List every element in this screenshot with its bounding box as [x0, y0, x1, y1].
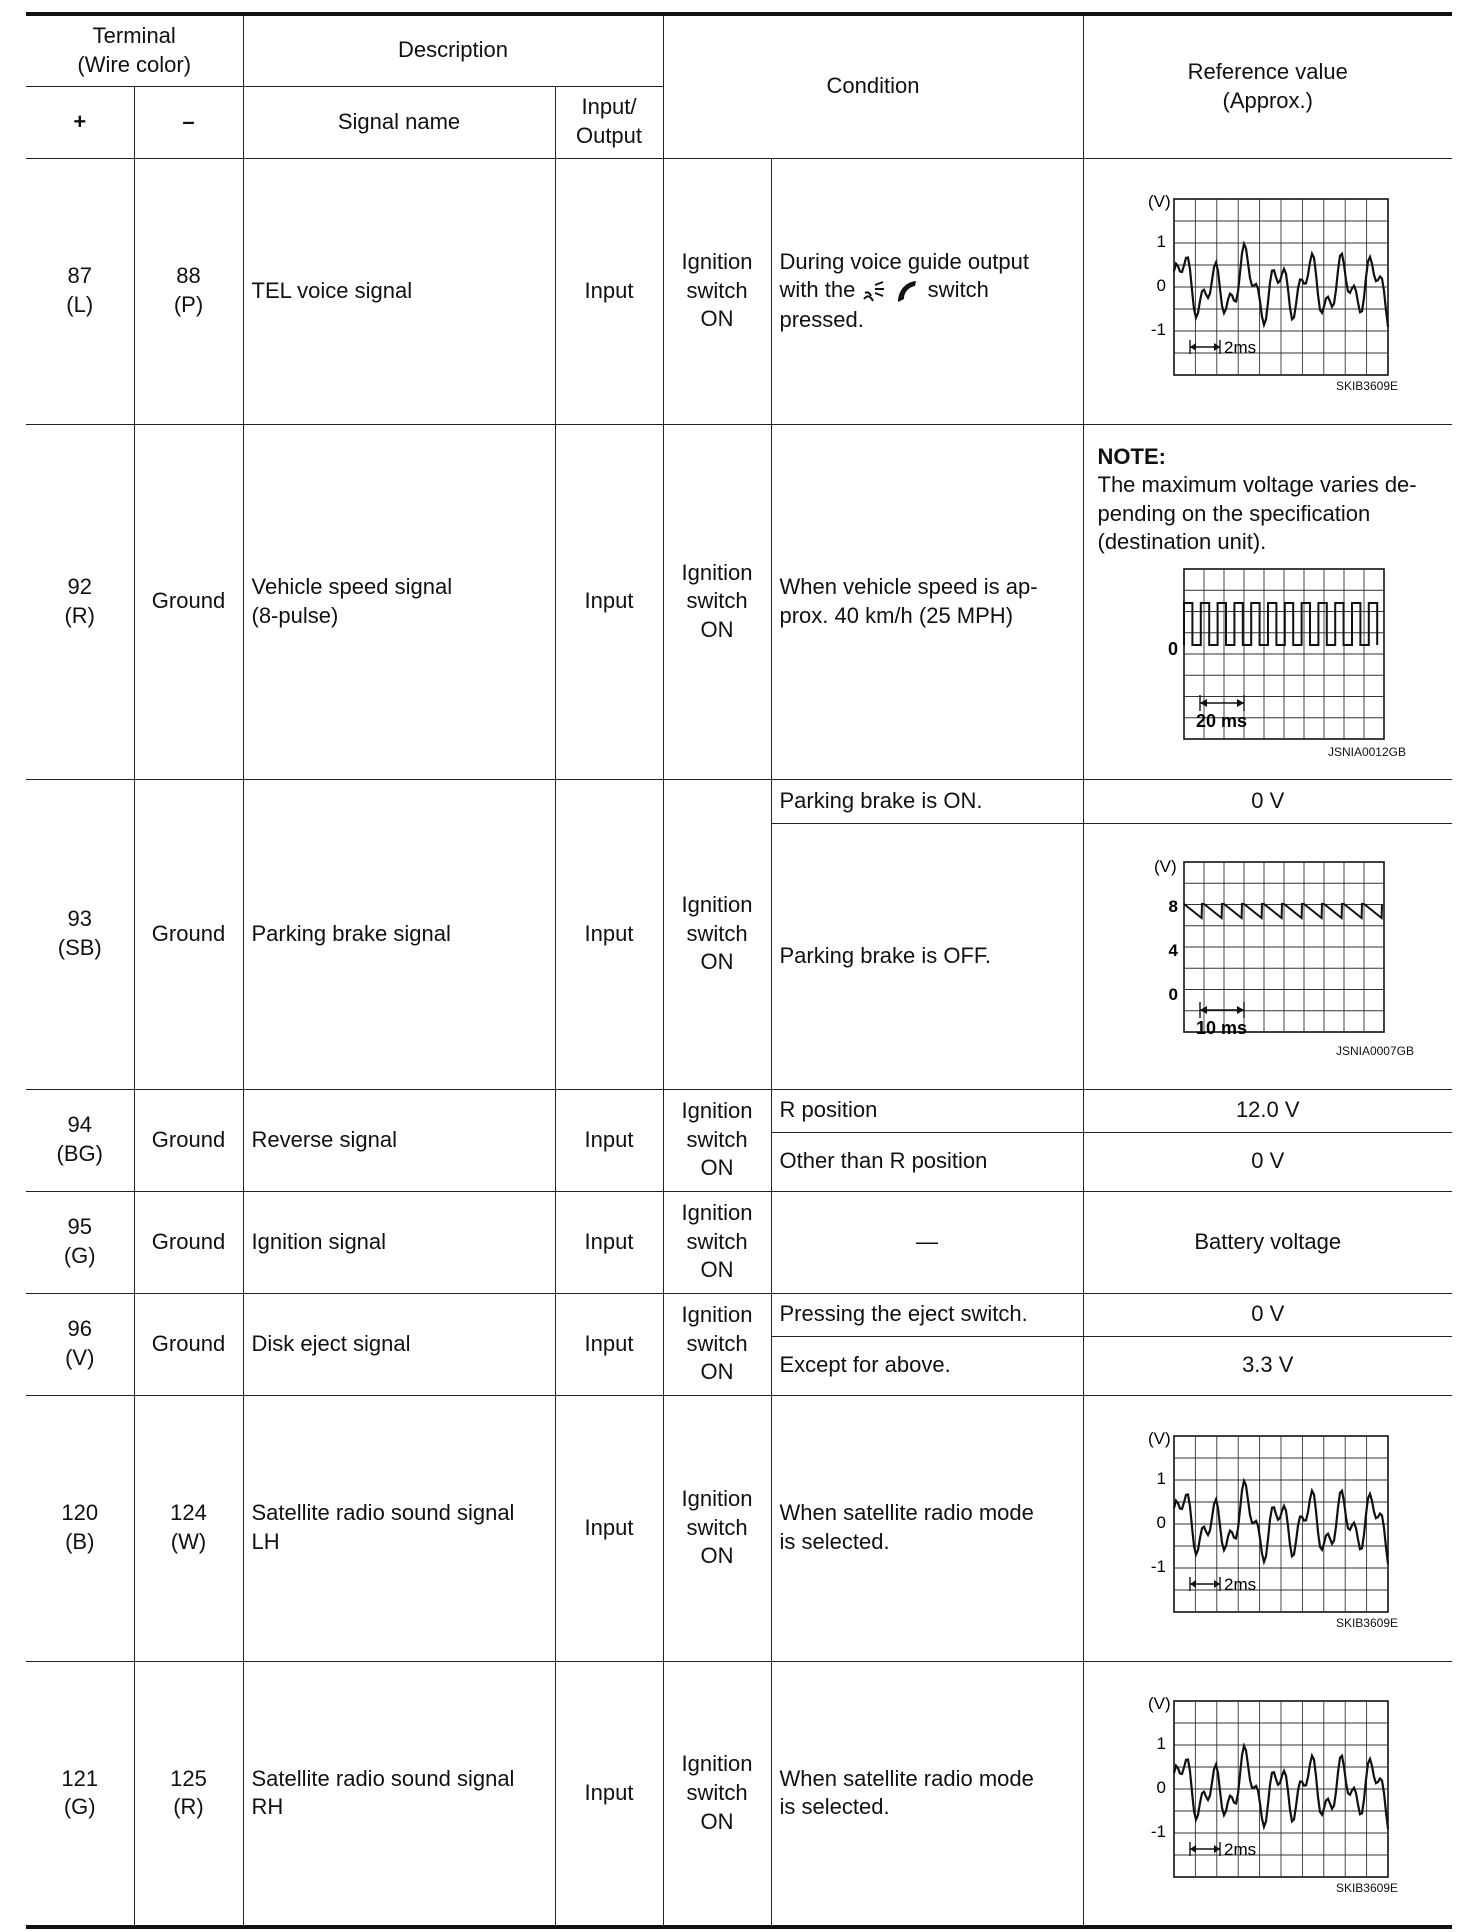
condition-text: Pressing the eject switch.	[771, 1293, 1083, 1336]
terminal-minus: Ground	[134, 1089, 243, 1191]
waveform-grid	[1174, 199, 1388, 375]
terminal-plus: 96 (V)	[26, 1293, 134, 1395]
note-title: NOTE:	[1097, 443, 1166, 469]
figure-id: JSNIA0012GB	[1327, 744, 1406, 759]
time-scale-label: 20 ms	[1195, 710, 1247, 731]
terminal-plus: 121 (G)	[26, 1661, 134, 1927]
ignition-condition: Ignition switch ON	[663, 1661, 771, 1927]
tel-voice-waveform	[1138, 187, 1398, 377]
waveform-y-tick: -1	[1150, 1822, 1166, 1842]
time-scale-marker	[1190, 340, 1220, 354]
reference-value: 0 V	[1083, 1132, 1452, 1191]
io-direction: Input	[555, 1191, 663, 1293]
waveform-y-tick: -1	[1150, 320, 1166, 340]
io-direction: Input	[555, 1089, 663, 1191]
reference-value: 3.3 V	[1083, 1336, 1452, 1395]
figure-id: SKIB3609E	[1335, 379, 1398, 394]
waveform-grid	[1174, 1436, 1388, 1612]
waveform-grid	[1184, 862, 1384, 1032]
table-row	[26, 1293, 1452, 1336]
terminal-minus: Ground	[134, 1293, 243, 1395]
time-scale-marker	[1200, 695, 1244, 711]
waveform-y-tick: 1	[1156, 1734, 1166, 1754]
ignition-condition: Ignition switch ON	[663, 1191, 771, 1293]
table-row	[26, 779, 1452, 823]
header-plus: +	[26, 86, 134, 158]
terminal-minus: Ground	[134, 1191, 243, 1293]
ignition-condition: Ignition switch ON	[663, 1395, 771, 1661]
signal-name: Parking brake signal	[243, 779, 555, 1089]
terminal-minus: Ground	[134, 424, 243, 779]
io-direction: Input	[555, 779, 663, 1089]
header-description: Description	[243, 14, 663, 86]
reference-value: Battery voltage	[1083, 1191, 1452, 1293]
reference-waveform-cell	[1083, 424, 1452, 779]
condition-text: —	[771, 1191, 1083, 1293]
signal-name: Reverse signal	[243, 1089, 555, 1191]
io-direction: Input	[555, 1293, 663, 1395]
signal-name: Satellite radio sound signal RH	[243, 1661, 555, 1927]
io-direction: Input	[555, 424, 663, 779]
figure-id: SKIB3609E	[1335, 1616, 1398, 1631]
terminal-minus: 124 (W)	[134, 1395, 243, 1661]
condition-text: Except for above.	[771, 1336, 1083, 1395]
terminal-minus: 125 (R)	[134, 1661, 243, 1927]
time-scale-marker	[1200, 1002, 1244, 1018]
time-scale-label: 2ms	[1223, 1575, 1256, 1595]
io-direction: Input	[555, 1395, 663, 1661]
condition-text-before: During voice guide output with the	[779, 248, 1029, 303]
reference-waveform-cell	[1083, 1661, 1452, 1927]
condition-text: Other than R position	[771, 1132, 1083, 1191]
waveform-y-tick: -1	[1150, 1557, 1166, 1577]
waveform-y-tick: 4	[1168, 941, 1178, 961]
parking-brake-waveform	[1148, 852, 1388, 1042]
io-direction: Input	[555, 158, 663, 424]
waveform-y-tick: 0	[1156, 276, 1166, 296]
waveform-y-unit: (V)	[1147, 1694, 1171, 1714]
header-condition: Condition	[663, 14, 1083, 158]
signal-name: Satellite radio sound signal LH	[243, 1395, 555, 1661]
waveform-y-tick: 8	[1168, 897, 1178, 917]
vehicle-speed-waveform	[1148, 563, 1388, 743]
table-row	[26, 1661, 1452, 1927]
header-minus: –	[134, 86, 243, 158]
ignition-condition: Ignition switch ON	[663, 1293, 771, 1395]
reference-waveform-cell	[1083, 158, 1452, 424]
condition-text: When satellite radio mode is selected.	[771, 1661, 1083, 1927]
reference-value: 12.0 V	[1083, 1089, 1452, 1132]
terminal-plus: 87 (L)	[26, 158, 134, 424]
time-scale-label: 10 ms	[1195, 1018, 1247, 1039]
header-reference-value: Reference value (Approx.)	[1083, 14, 1452, 158]
satellite-rh-waveform	[1138, 1689, 1398, 1879]
reference-waveform-cell	[1083, 1395, 1452, 1661]
waveform-y-unit: (V)	[1153, 857, 1177, 877]
waveform-y-tick: 1	[1156, 232, 1166, 252]
phone-icon	[894, 278, 922, 306]
terminal-plus: 94 (BG)	[26, 1089, 134, 1191]
header-row-1	[26, 14, 1452, 86]
condition-text: When satellite radio mode is selected.	[771, 1395, 1083, 1661]
voltage-trace	[1184, 603, 1377, 645]
waveform-grid	[1174, 1701, 1388, 1877]
table-row	[26, 424, 1452, 779]
header-terminal: Terminal (Wire color)	[26, 14, 243, 86]
time-scale-marker	[1190, 1577, 1220, 1591]
condition-text: Parking brake is OFF.	[771, 823, 1083, 1089]
signal-name: Vehicle speed signal (8-pulse)	[243, 424, 555, 779]
table-row	[26, 1395, 1452, 1661]
ignition-condition: Ignition switch ON	[663, 1089, 771, 1191]
io-direction: Input	[555, 1661, 663, 1927]
condition-text: Parking brake is ON.	[771, 779, 1083, 823]
terminal-minus: 88 (P)	[134, 158, 243, 424]
reference-value: 0 V	[1083, 779, 1452, 823]
time-scale-label: 2ms	[1223, 1840, 1256, 1860]
figure-id: SKIB3609E	[1335, 1881, 1398, 1896]
signal-name: Ignition signal	[243, 1191, 555, 1293]
waveform-y-unit: (V)	[1147, 1429, 1171, 1449]
table-row	[26, 158, 1452, 424]
signal-name: Disk eject signal	[243, 1293, 555, 1395]
satellite-lh-waveform	[1138, 1424, 1398, 1614]
waveform-y-tick: 0	[1167, 638, 1178, 659]
terminal-spec-sheet	[26, 12, 1452, 1929]
note-text: The maximum voltage varies de- pending on the specification (destination unit).	[1097, 472, 1417, 555]
voltage-trace	[1184, 904, 1382, 918]
terminal-reference-table	[26, 12, 1452, 1929]
table-row	[26, 1191, 1452, 1293]
waveform-y-tick: 0	[1156, 1778, 1166, 1798]
reference-waveform-cell	[1083, 823, 1452, 1089]
ignition-condition: Ignition switch ON	[663, 779, 771, 1089]
terminal-plus: 92 (R)	[26, 424, 134, 779]
ignition-condition: Ignition switch ON	[663, 424, 771, 779]
table-row	[26, 1089, 1452, 1132]
time-scale-label: 2ms	[1223, 338, 1256, 358]
condition-text-after: switch pressed.	[779, 277, 989, 332]
condition-text: When vehicle speed is ap- prox. 40 km/h (25 MPH)	[771, 424, 1083, 779]
terminal-plus: 120 (B)	[26, 1395, 134, 1661]
waveform-y-tick: 0	[1156, 1513, 1166, 1533]
condition-text: R position	[771, 1089, 1083, 1132]
header-signal-name: Signal name	[243, 86, 555, 158]
waveform-y-unit: (V)	[1147, 192, 1171, 212]
waveform-y-tick: 0	[1168, 985, 1178, 1005]
voice-talk-icon	[861, 279, 887, 305]
terminal-plus: 95 (G)	[26, 1191, 134, 1293]
time-scale-marker	[1190, 1842, 1220, 1856]
condition-text	[771, 158, 1083, 424]
terminal-plus: 93 (SB)	[26, 779, 134, 1089]
figure-id: JSNIA0007GB	[1335, 1044, 1414, 1059]
ignition-condition: Ignition switch ON	[663, 158, 771, 424]
terminal-minus: Ground	[134, 779, 243, 1089]
reference-value: 0 V	[1083, 1293, 1452, 1336]
waveform-y-tick: 1	[1156, 1469, 1166, 1489]
signal-name: TEL voice signal	[243, 158, 555, 424]
header-input-output: Input/ Output	[555, 86, 663, 158]
